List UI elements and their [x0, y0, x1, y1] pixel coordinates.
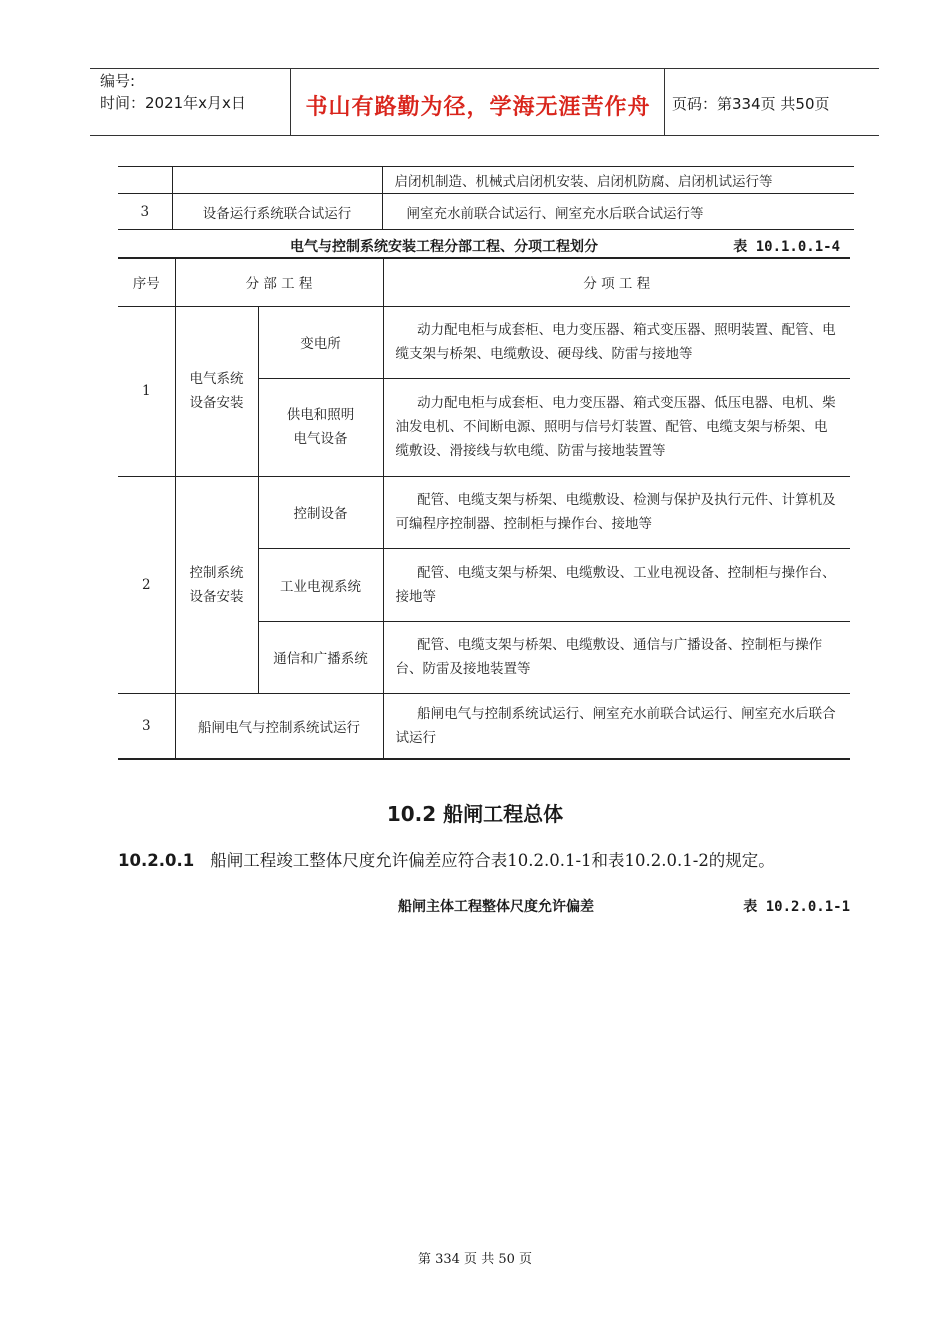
table2-caption: 电气与控制系统安装工程分部工程、分项工程划分 — [290, 239, 598, 255]
item-content: 船闸电气与控制系统试运行、闸室充水前联合试运行、闸室充水后联合试运行 — [383, 693, 850, 759]
clause-text: 船闸工程竣工整体尺度允许偏差应符合表10.2.0.1-1和表10.2.0.1-2的规定。 — [210, 851, 775, 870]
row-content: 启闭机制造、机械式启闭机安装、启闭机防腐、启闭机试运行等 — [382, 167, 854, 194]
item-content: 配管、电缆支架与桥架、电缆敷设、检测与保护及执行元件、计算机及可编程序控制器、控制柜与操作台、接地等 — [383, 476, 850, 548]
table3-number: 表 10.2.0.1-1 — [743, 899, 850, 915]
row-content: 闸室充水前联合试运行、闸室充水后联合试运行等 — [382, 194, 854, 230]
group-division: 电气系统 设备安装 — [175, 306, 258, 476]
item-content: 配管、电缆支架与桥架、电缆敷设、通信与广播设备、控制柜与操作台、防雷及接地装置等 — [383, 621, 850, 693]
page-footer: 第 334 页 共 50 页 — [417, 1252, 533, 1267]
item-content: 动力配电柜与成套柜、电力变压器、箱式变压器、照明装置、配管、电缆支架与桥架、电缆敷设、硬母线、防雷与接地等 — [383, 306, 850, 378]
table2-number: 表 10.1.0.1-4 — [733, 239, 840, 255]
header-divider-left — [290, 68, 291, 136]
table2-caption-row — [118, 236, 840, 256]
row-number: 3 — [118, 194, 172, 230]
header-motto: 书山有路勤为径，学海无涯苦作舟 — [305, 95, 651, 120]
section-title: 10.2 船闸工程总体 — [386, 802, 564, 826]
table-row — [118, 194, 854, 230]
table-row — [118, 476, 850, 548]
table3-caption-row — [118, 896, 850, 916]
sub-division: 通信和广播系统 — [258, 621, 383, 693]
table-row — [118, 306, 850, 378]
table2 — [118, 257, 850, 760]
header-cell-no: 序号 — [118, 258, 175, 306]
group-division: 船闸电气与控制系统试运行 — [175, 693, 383, 759]
header-cell-division: 分 部 工 程 — [175, 258, 383, 306]
group-number: 2 — [118, 476, 175, 693]
row-name: 设备运行系统联合试运行 — [172, 194, 382, 230]
sub-division: 变电所 — [258, 306, 383, 378]
table-header-row — [118, 258, 850, 306]
time-label: 时间：2021年x月x日 — [100, 94, 246, 112]
clause-paragraph — [118, 850, 853, 872]
table3-caption: 船闸主体工程整体尺度允许偏差 — [398, 899, 594, 915]
item-content: 动力配电柜与成套柜、电力变压器、箱式变压器、低压电器、电机、柴油发电机、不间断电源、照明与信号灯装置、配管、电缆支架与桥架、电缆敷设、滑接线与软电缆、防雷与接地装置等 — [383, 378, 850, 476]
header-page-info: 页码：第334页 共50页 — [672, 95, 830, 113]
serial-label: 编号: — [100, 72, 136, 90]
header-meta — [100, 70, 246, 114]
sub-division: 控制设备 — [258, 476, 383, 548]
header-bottom-rule — [90, 135, 879, 136]
header-divider-right — [664, 68, 665, 136]
clause-number: 10.2.0.1 — [118, 851, 195, 870]
table-prev-top-rule — [118, 166, 854, 167]
item-content: 配管、电缆支架与桥架、电缆敷设、工业电视设备、控制柜与操作台、接地等 — [383, 548, 850, 621]
header-top-rule — [90, 68, 879, 69]
row-name — [172, 167, 382, 194]
group-number: 3 — [118, 693, 175, 759]
table-prev-continued — [118, 166, 854, 230]
sub-division: 供电和照明 电气设备 — [258, 378, 383, 476]
group-number: 1 — [118, 306, 175, 476]
group-division: 控制系统 设备安装 — [175, 476, 258, 693]
table-row — [118, 693, 850, 759]
table-row — [118, 167, 854, 194]
header-cell-item: 分 项 工 程 — [383, 258, 850, 306]
row-number — [118, 167, 172, 194]
sub-division: 工业电视系统 — [258, 548, 383, 621]
